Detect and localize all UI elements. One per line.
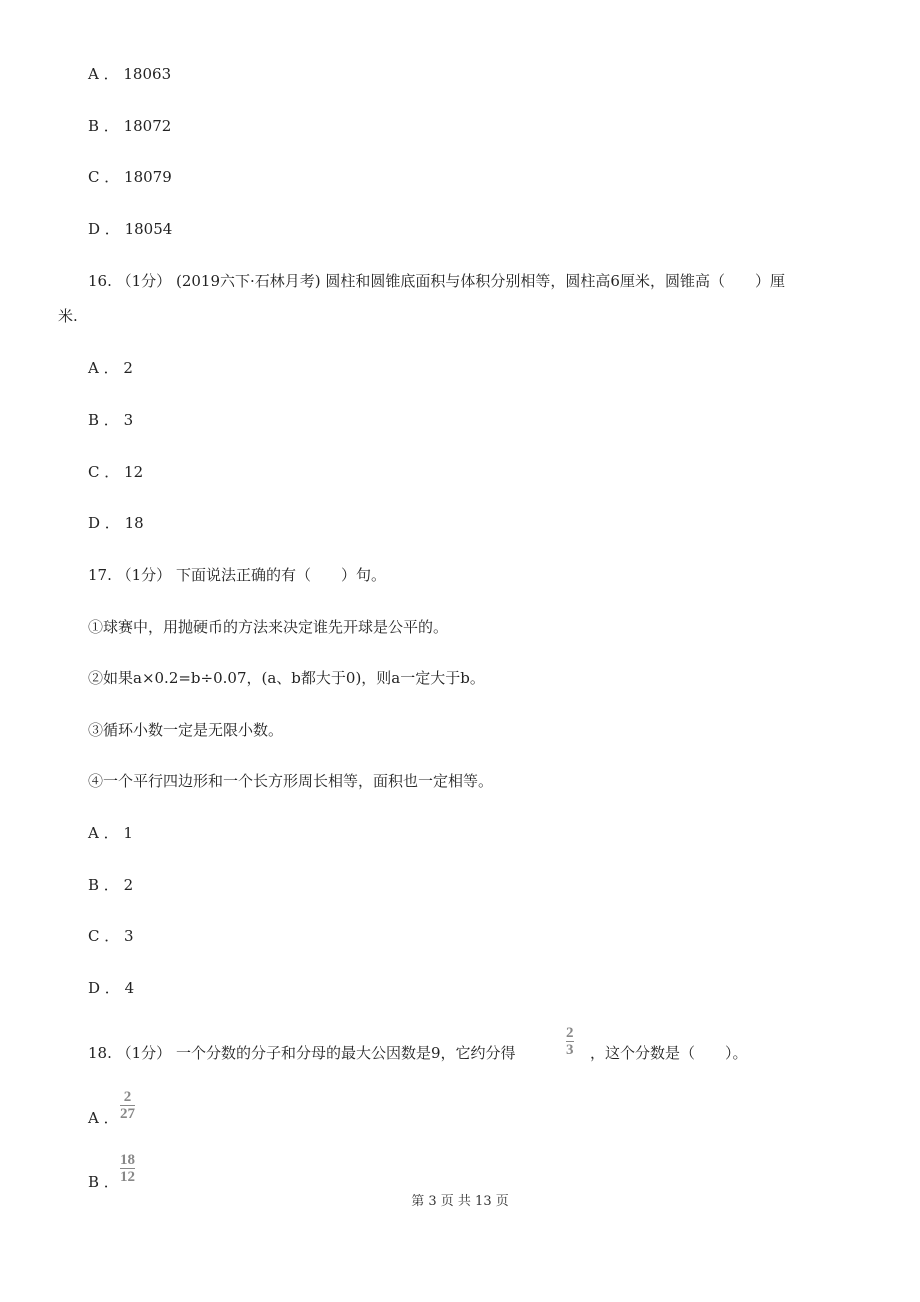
q16-score: （1分） bbox=[116, 272, 172, 290]
q17-option-d: D ． 4 bbox=[88, 979, 135, 997]
q17-option-a: A ． 1 bbox=[88, 824, 133, 842]
q16-option-d: D ． 18 bbox=[88, 514, 144, 532]
q16-stem-line2: 米. bbox=[58, 307, 78, 325]
q17-score: （1分） bbox=[116, 566, 172, 584]
fraction-numerator: 18 bbox=[120, 1152, 135, 1168]
q18-score: （1分） bbox=[116, 1044, 172, 1062]
q18-option-b-letter: B ． bbox=[88, 1173, 119, 1191]
q18-stem-before: 一个分数的分子和分母的最大公因数是9，它约分得 bbox=[175, 1044, 516, 1062]
q18-stem bbox=[88, 1043, 516, 1063]
q15-option-a: A ． 18063 bbox=[88, 65, 172, 83]
q16-stem-line1: 圆柱和圆锥底面积与体积分别相等，圆柱高6厘米，圆锥高（ ）厘 bbox=[325, 272, 785, 290]
q17-option-c: C ． 3 bbox=[88, 927, 134, 945]
q18-number: 18. bbox=[88, 1044, 112, 1062]
q16-source: (2019六下·石林月考) bbox=[175, 272, 321, 290]
q18-stem-fraction bbox=[566, 1026, 574, 1057]
q15-option-b: B ． 18072 bbox=[88, 117, 172, 135]
q17-option-b: B ． 2 bbox=[88, 876, 134, 894]
q17-statement-1: ①球赛中，用抛硬币的方法来决定谁先开球是公平的。 bbox=[88, 618, 449, 636]
q16-option-b: B ． 3 bbox=[88, 411, 134, 429]
fraction-denominator: 12 bbox=[120, 1169, 135, 1185]
q18-stem-after: ，这个分数是（ ）。 bbox=[590, 1044, 748, 1062]
fraction-denominator: 27 bbox=[120, 1106, 135, 1122]
q16-number: 16. bbox=[88, 272, 112, 290]
q17-statement-2: ②如果a×0.2=b÷0.07，(a、b都大于0)，则a一定大于b。 bbox=[88, 669, 485, 687]
q16-option-a: A ． 2 bbox=[88, 359, 133, 377]
q15-option-d: D ． 18054 bbox=[88, 220, 173, 238]
q18-option-a-letter: A ． bbox=[88, 1109, 119, 1127]
q17-stem-text: 下面说法正确的有（ ）句。 bbox=[175, 566, 386, 584]
fraction-numerator: 2 bbox=[566, 1025, 574, 1041]
fraction-denominator: 3 bbox=[566, 1042, 574, 1058]
page-footer: 第 3 页 共 13 页 bbox=[411, 1194, 509, 1209]
q17-stem bbox=[88, 565, 386, 585]
q16-option-c: C ． 12 bbox=[88, 463, 144, 481]
q15-option-c: C ． 18079 bbox=[88, 168, 172, 186]
q17-statement-4: ④一个平行四边形和一个长方形周长相等，面积也一定相等。 bbox=[88, 772, 494, 790]
q18-option-a-fraction bbox=[120, 1090, 135, 1121]
q18-option-b-fraction bbox=[120, 1153, 135, 1184]
q17-number: 17. bbox=[88, 566, 112, 584]
q16-stem bbox=[88, 271, 785, 291]
q17-statement-3: ③循环小数一定是无限小数。 bbox=[88, 721, 284, 739]
fraction-numerator: 2 bbox=[123, 1089, 132, 1105]
